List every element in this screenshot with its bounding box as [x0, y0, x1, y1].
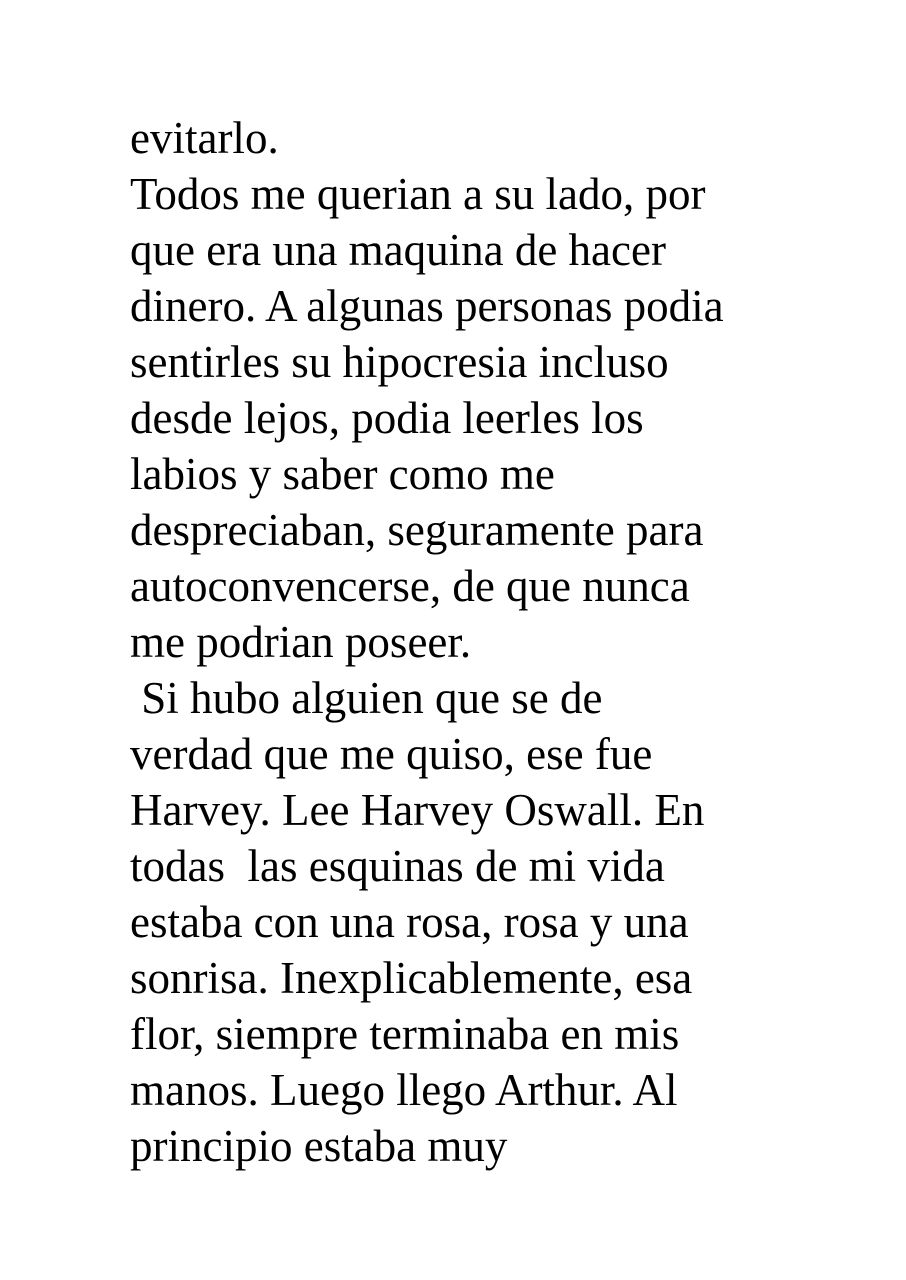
text-line: verdad que me quiso, ese fue	[130, 729, 653, 779]
text-line: evitarlo.	[130, 113, 279, 163]
text-line: sentirles su hipocresia incluso	[130, 337, 669, 387]
text-line: me podrian poseer.	[130, 617, 472, 667]
text-line: Harvey. Lee Harvey Oswall. En	[130, 785, 705, 835]
text-line: labios y saber como me	[130, 449, 555, 499]
text-line: despreciaban, seguramente para	[130, 505, 704, 555]
text-line: Todos me querian a su lado, por	[130, 169, 706, 219]
text-line: principio estaba muy	[130, 1121, 508, 1171]
text-line: dinero. A algunas personas podia	[130, 281, 724, 331]
text-line: estaba con una rosa, rosa y una	[130, 897, 689, 947]
text-line: todas las esquinas de mi vida	[130, 841, 665, 891]
text-line: flor, siempre terminaba en mis	[130, 1009, 680, 1059]
text-line: manos. Luego llego Arthur. Al	[130, 1065, 678, 1115]
text-line: desde lejos, podia leerles los	[130, 393, 644, 443]
text-line: sonrisa. Inexplicablemente, esa	[130, 953, 693, 1003]
body-text	[130, 110, 830, 1174]
text-line: Si hubo alguien que se de	[130, 673, 603, 723]
text-line: autoconvencerse, de que nunca	[130, 561, 690, 611]
text-line: que era una maquina de hacer	[130, 225, 666, 275]
